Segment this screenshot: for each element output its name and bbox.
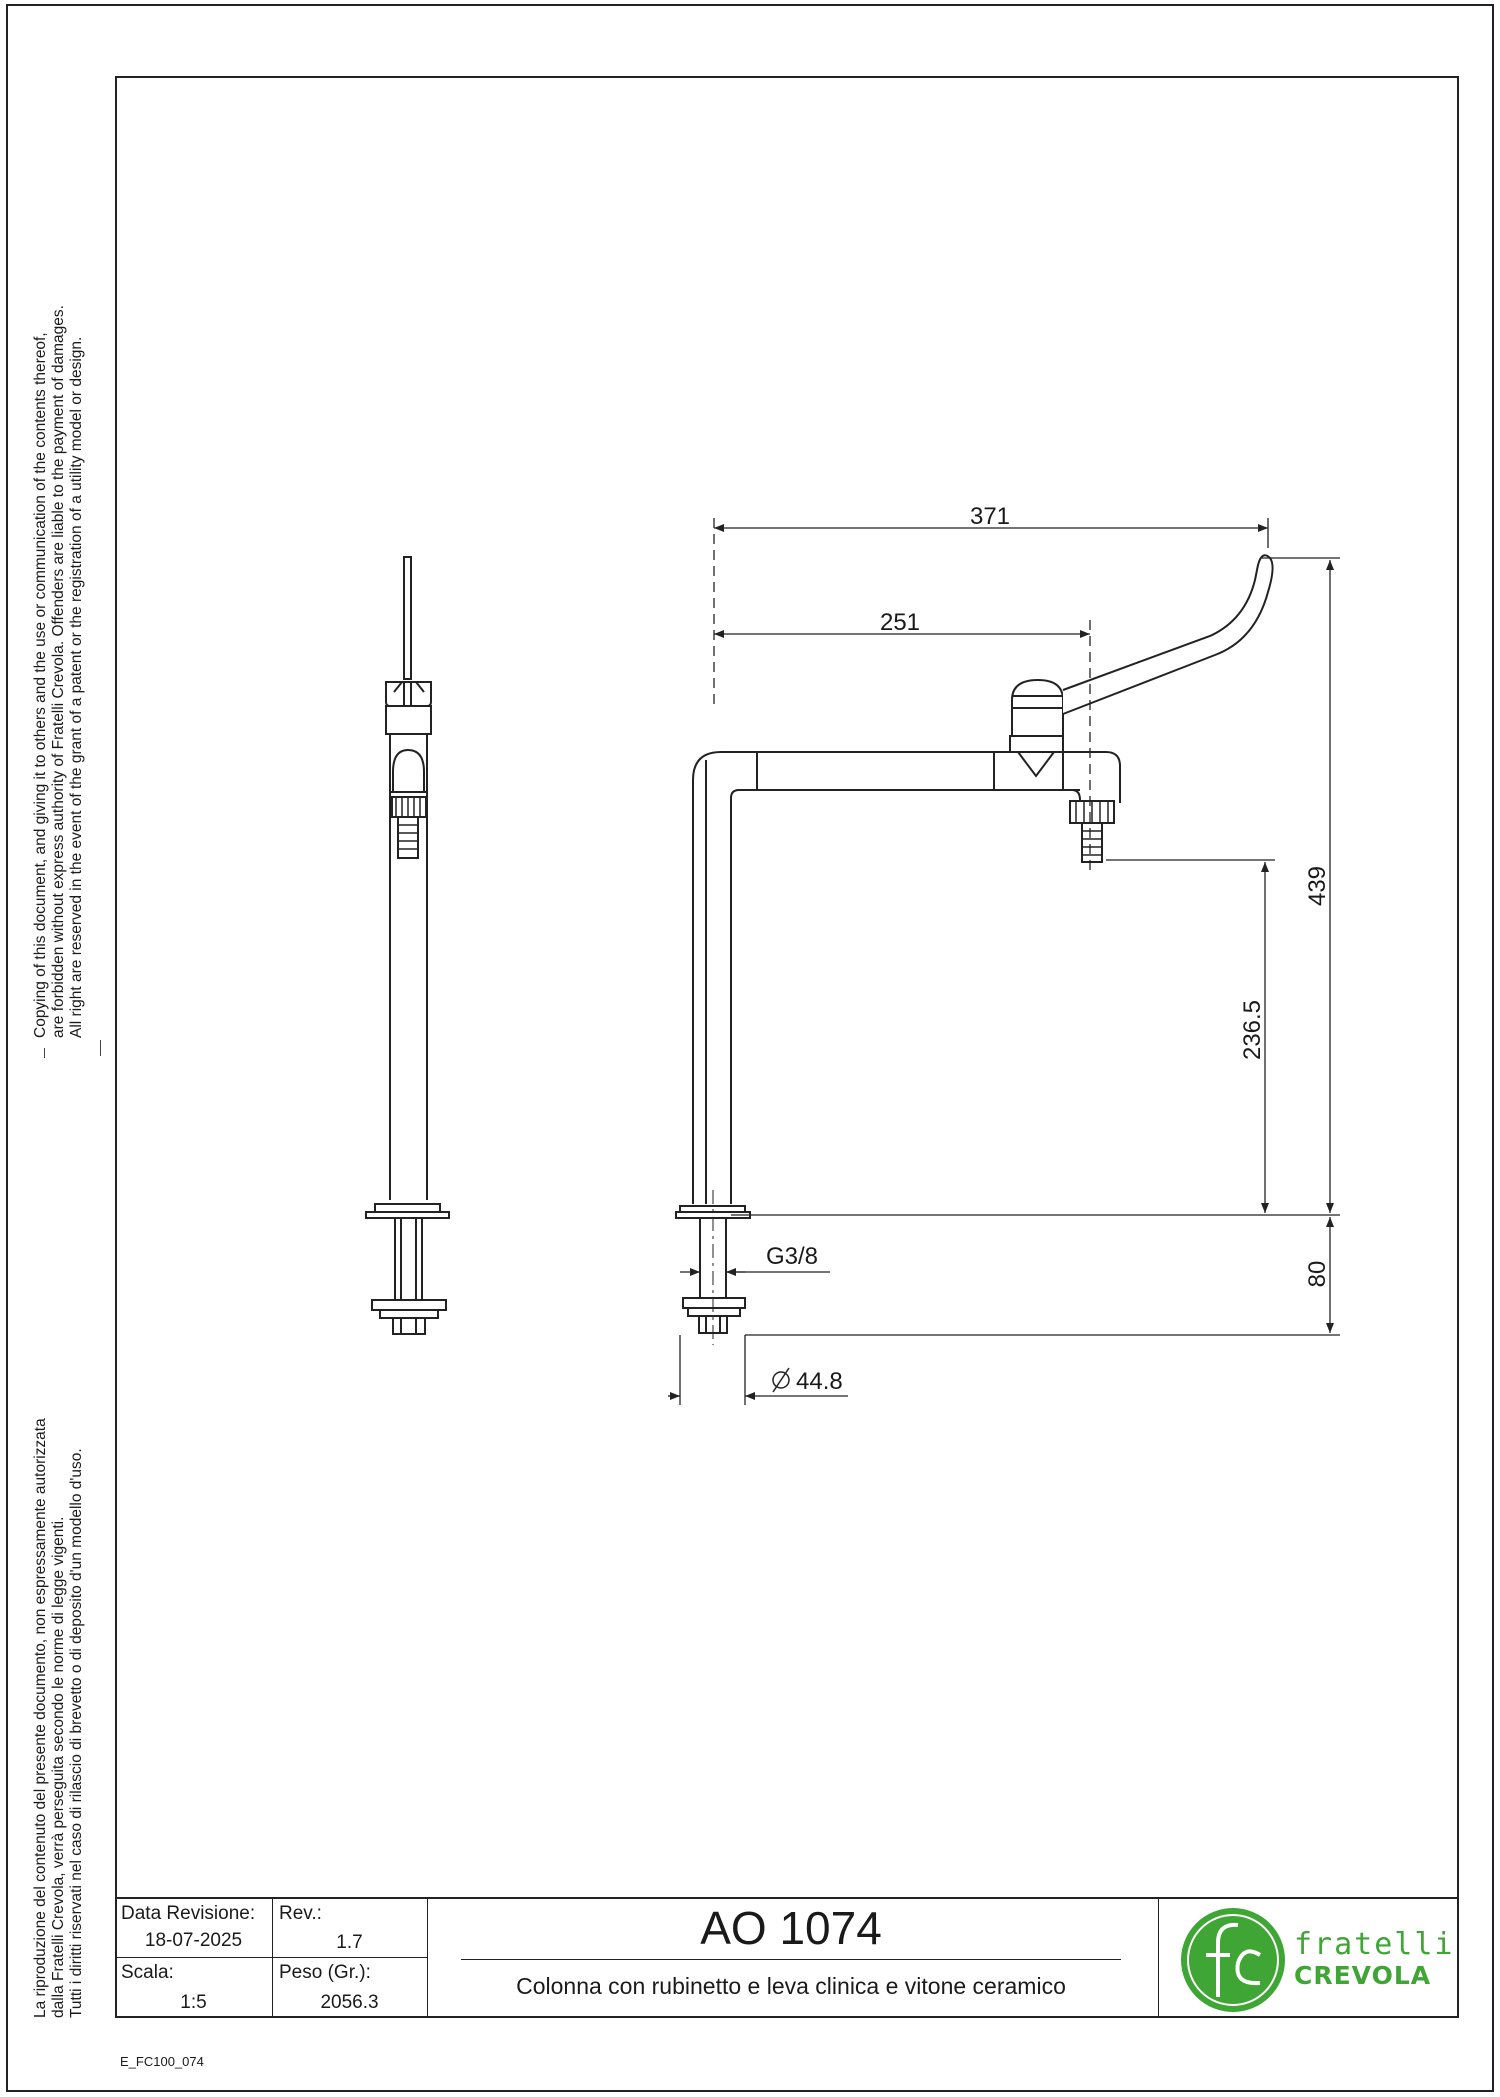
notice-line: La riproduzione del contenuto del presente documento, non espressamente autorizzata (32, 1418, 49, 2018)
tb-divider (1158, 1897, 1159, 2018)
notice-line: are forbidden without express authority of Fratelli Crevola. Offenders are liable to the payment of damages. (50, 305, 67, 1038)
tb-divider (461, 1959, 1121, 1960)
dim-height-total: 439 (1304, 865, 1331, 907)
scale-value: 1:5 (180, 1992, 207, 2013)
company-logo (1178, 1905, 1455, 2013)
scale-label: Scala: (121, 1962, 174, 1983)
notice-line: dalla Fratelli Crevola, verrà perseguita secondo le norme di legge vigenti. (50, 1516, 67, 2018)
dim-diameter: 44.8 (796, 1368, 843, 1395)
dim-reach-spout: 251 (879, 609, 921, 636)
product-description: Colonna con rubinetto e leva clinica e vitone ceramico (516, 1973, 1066, 1999)
dim-reach-total: 371 (969, 503, 1011, 530)
product-code: AO 1074 (700, 1902, 882, 1954)
weight-label: Peso (Gr.): (279, 1962, 371, 1983)
drawing-code: E_FC100_074 (120, 2054, 204, 2069)
logo-text-top: fratelli (1294, 1927, 1455, 1962)
dim-height-outlet: 236.5 (1239, 999, 1266, 1061)
notice-line: Copying of this document, and giving it to others and the use or communication of the contents thereof, (32, 332, 49, 1038)
dim-shank-length: 80 (1304, 1260, 1331, 1288)
side-view (366, 557, 449, 1334)
title-block (115, 1897, 1459, 2018)
logo-circle (1178, 1905, 1288, 2015)
tb-divider (115, 1957, 427, 1958)
rev-value: 1.7 (336, 1932, 363, 1953)
notice-line: All right are reserved in the event of the grant of a patent or the registration of a utility model or design. (68, 336, 85, 1038)
weight-value: 2056.3 (320, 1992, 379, 2013)
dimension-lines (668, 518, 1340, 1405)
tb-divider (427, 1897, 428, 2018)
revision-date-label: Data Revisione: (121, 1903, 256, 1924)
rev-label: Rev.: (279, 1903, 322, 1924)
revision-date: 18-07-2025 (144, 1930, 243, 1951)
logo-text-bottom: CREVOLA (1294, 1961, 1432, 1990)
dim-thread: G3/8 (766, 1243, 819, 1270)
notice-line: Tutti i diritti riservati nel caso di rilascio di brevetto o di deposito d'un modello d'uso. (68, 1448, 85, 2018)
dimension-labels (766, 503, 1331, 1395)
front-view (676, 555, 1273, 1345)
